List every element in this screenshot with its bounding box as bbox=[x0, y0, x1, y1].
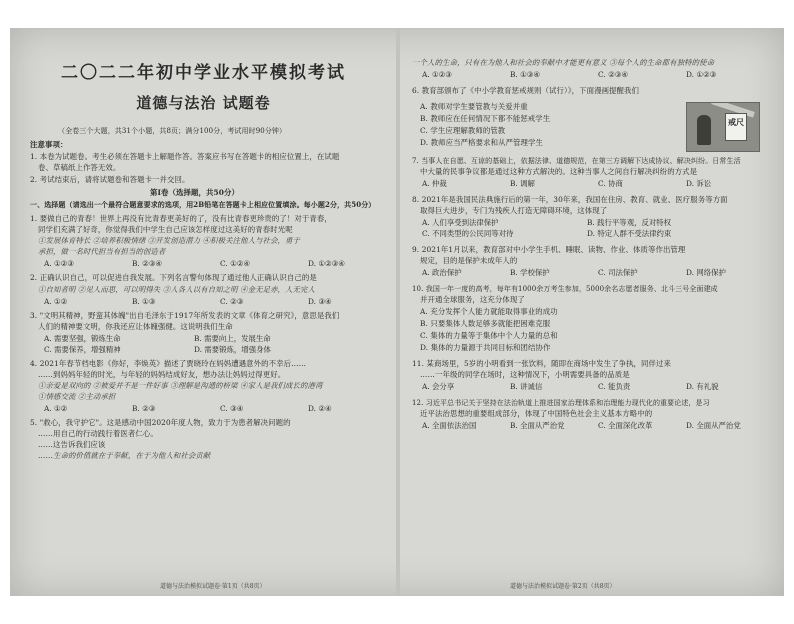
q1-option-c[interactable]: C. ①②④ bbox=[220, 259, 250, 268]
q7-stem-a: 7. 当事人在自愿、互谅的基础上，依据法律、道德规范，在第三方调解下达成协议、解决纠纷。日常生活 bbox=[412, 157, 741, 165]
exam-info: （全卷三个大题，共31个小题，共8页；满分100分，考试用时90分钟） bbox=[58, 127, 287, 135]
cartoon-label: 戒尺 bbox=[728, 117, 744, 127]
q12-options bbox=[422, 421, 774, 431]
exam-title: 二〇二二年初中学业水平模拟考试 bbox=[61, 63, 346, 83]
q9-options bbox=[422, 268, 774, 278]
q2-stem: 2. 正确认识自己，可以促进自我发展。下列名言警句体现了通过他人正确认识自己的是 bbox=[30, 273, 317, 282]
q11-options bbox=[422, 382, 774, 392]
notice-title: 注意事项： bbox=[30, 140, 68, 149]
q5-stem-a: 5. "救心，我守护它"。这是感动中国2020年度人物，致力于为患者解决问题的 bbox=[30, 418, 291, 427]
q5-stem-c: ……这告诉我们应该 bbox=[38, 440, 106, 449]
q6-option-d[interactable]: D. 教师应当严格要求和从严管理学生 bbox=[420, 138, 544, 147]
q11-option-d[interactable]: D. 有礼貌 bbox=[686, 382, 719, 391]
q3-option-c[interactable]: C. 需要保养，增强精神 bbox=[44, 345, 121, 354]
q8-stem-a: 8. 2021年是我国民法典施行后的第一年，30年来，我国在住房、教育、就业、医疗服务等方面 bbox=[412, 195, 728, 204]
notice-1b: 卷、草稿纸上作答无效。 bbox=[38, 163, 121, 172]
q10-stem-b: 并开通全球服务，这充分体现了 bbox=[420, 295, 525, 304]
q1-choices-a: ①发展体育特长 ②培养积极情绪 ③开发创造潜力 ④积极关注他人与社会，勇于 bbox=[38, 236, 301, 245]
q8-option-b[interactable]: B. 践行平等观，反对特权 bbox=[587, 218, 672, 227]
q6-option-b[interactable]: B. 教师应在任何情况下都不能惩戒学生 bbox=[420, 114, 551, 123]
q9-stem-b: 规定，目的是保护未成年人的 bbox=[420, 256, 518, 265]
page-left bbox=[10, 28, 397, 596]
part1-title: 第Ⅰ卷（选择题，共50分） bbox=[150, 188, 239, 197]
q8-option-c[interactable]: C. 不同类型的公民同等对待 bbox=[422, 229, 514, 238]
q8-option-a[interactable]: A. 人们享受到法律保护 bbox=[422, 218, 499, 227]
q9-option-b[interactable]: B. 学校保护 bbox=[510, 268, 550, 277]
q12-option-d[interactable]: D. 全面从严治党 bbox=[686, 421, 741, 430]
q4-stem-b: ……到妈妈年轻的时光，与年轻的妈妈结成好友，想办法让妈妈过得更好。 bbox=[38, 370, 286, 379]
q9-stem-a: 9. 2021年1月以来，教育部对中小学生手机、睡眠、读物、作业、体质等作出管理 bbox=[412, 245, 686, 254]
q8-stem-b: 取得巨大进步，专门为残疾人打造无障碍环境，这体现了 bbox=[420, 206, 608, 215]
q4-option-a[interactable]: A. ①② bbox=[44, 404, 68, 413]
q11-stem-b: ……一年级的同学在场时，这种情况下，小明需要具备的品质是 bbox=[420, 370, 630, 379]
q7-option-d[interactable]: D. 诉讼 bbox=[686, 179, 712, 188]
q7-option-c[interactable]: C. 协商 bbox=[598, 179, 623, 188]
q1-options bbox=[44, 259, 396, 269]
q2-options bbox=[44, 297, 396, 307]
page-right bbox=[400, 28, 784, 596]
figure-shape bbox=[697, 115, 711, 145]
q4-options bbox=[44, 404, 396, 414]
q12-option-a[interactable]: A. 全面依法治国 bbox=[422, 421, 477, 430]
q8-option-d[interactable]: D. 特定人群不受法律约束 bbox=[587, 229, 672, 238]
q9-option-c[interactable]: C. 司法保护 bbox=[598, 268, 638, 277]
q1-option-d[interactable]: D. ①②③④ bbox=[308, 259, 345, 268]
q11-stem-a: 11. 某商场里，5岁的小明看到一张饮料，随即在商场中发生了争执，同伴过来 bbox=[412, 359, 672, 368]
q9-option-d[interactable]: D. 网络保护 bbox=[686, 268, 726, 277]
q7-option-a[interactable]: A. 仲裁 bbox=[422, 179, 447, 188]
q12-option-b[interactable]: B. 全面从严治党 bbox=[510, 421, 565, 430]
q7-options bbox=[422, 179, 774, 189]
q6-cartoon-image bbox=[686, 102, 760, 152]
q1-option-b[interactable]: B. ②③④ bbox=[132, 259, 163, 268]
q3-option-b[interactable]: B. 需要向上，发展生命 bbox=[194, 334, 271, 343]
q5-options bbox=[422, 70, 774, 80]
q5-option-c[interactable]: C. ②③④ bbox=[598, 70, 628, 79]
q4-choices-a: ①亲爱是双向的 ②被爱并不是一件好事 ③理解是沟通的桥梁 ④家人是我们成长的港湾 bbox=[38, 381, 323, 390]
q3-option-d[interactable]: D. 需要锻炼，增强身体 bbox=[194, 345, 271, 354]
q2-option-c[interactable]: C. ②③ bbox=[220, 297, 244, 306]
q3-options-row2 bbox=[44, 345, 282, 355]
q6-stem: 6. 教育部颁布了《中小学教育惩戒规则（试行）》，下面漫画提醒我们 bbox=[412, 86, 640, 95]
q11-option-c[interactable]: C. 能负责 bbox=[598, 382, 631, 391]
q1-stem-a: 1. 要做自己的青春！世界上再没有比青春更美好的了，没有比青春更珍贵的了！对于青春， bbox=[30, 214, 332, 223]
q8-options-row2 bbox=[422, 229, 675, 239]
q2-choices: ①自知者明 ②见人而思，可以明得失 ③人各人以有自知之明 ④金无足赤，人无完人 bbox=[38, 285, 316, 294]
q11-option-a[interactable]: A. 会分享 bbox=[422, 382, 455, 391]
q8-options-row1 bbox=[422, 218, 675, 228]
q5-option-a[interactable]: A. ①②③ bbox=[422, 70, 452, 79]
q4-stem-a: 4. 2021年春节档电影《你好，李焕英》描述了贾晓玲在妈妈遭遇意外的不幸后…… bbox=[30, 359, 307, 368]
notice-2: 2. 考试结束后，请将试题卷和答题卡一并交回。 bbox=[30, 175, 190, 184]
q3-stem-b: 人们的精神要文明，你我还应让体魄强健。这说明我们生命 bbox=[38, 322, 233, 331]
q2-option-a[interactable]: A. ①② bbox=[44, 297, 68, 306]
q11-option-b[interactable]: B. 讲诚信 bbox=[510, 382, 543, 391]
section1-instruction: 一、选择题（请选出一个最符合题意要求的选项，用2B铅笔在答题卡上相应位置填涂。每小题2分，共50分） bbox=[30, 200, 376, 209]
q2-option-d[interactable]: D. ③④ bbox=[308, 297, 332, 306]
q10-option-d[interactable]: D. 集体的力量源于共同目标和团结协作 bbox=[420, 343, 551, 352]
q12-stem-a: 12. 习近平总书记关于坚持在法治轨道上推进国家治理体系和治理能力现代化的重要论述，是习 bbox=[412, 399, 710, 407]
q1-choices-b: 承担，做一名时代担当有担当的创造者 bbox=[38, 247, 166, 256]
q2-option-b[interactable]: B. ①③ bbox=[132, 297, 156, 306]
subject-title: 道德与法治 试题卷 bbox=[136, 94, 271, 112]
q12-option-c[interactable]: C. 全面深化改革 bbox=[598, 421, 653, 430]
page-footer-right: 道德与法治模拟试题卷·第2页（共8页） bbox=[510, 583, 616, 590]
q6-option-c[interactable]: C. 学生应理解教师的管教 bbox=[420, 126, 506, 135]
q3-options-row1 bbox=[44, 334, 282, 344]
q9-option-a[interactable]: A. 政治保护 bbox=[422, 268, 462, 277]
q1-option-a[interactable]: A. ①②③ bbox=[44, 259, 74, 268]
q7-option-b[interactable]: B. 调解 bbox=[510, 179, 535, 188]
notice-1a: 1. 本卷为试题卷。考生必须在答题卡上解题作答。答案应书写在答题卡的相应位置上，在试题 bbox=[30, 152, 340, 161]
q10-option-c[interactable]: C. 集体的力量等于集体中个人力量的总和 bbox=[420, 331, 558, 340]
q5-choices: ……生命的价值就在于奉献，在于为他人和社会贡献 bbox=[38, 451, 211, 460]
q4-choices-b: ①情感交流 ②主动承担 bbox=[38, 392, 116, 401]
q4-option-c[interactable]: C. ③④ bbox=[220, 404, 244, 413]
q4-option-b[interactable]: B. ②③ bbox=[132, 404, 156, 413]
q5-option-d[interactable]: D. ①②③ bbox=[686, 70, 717, 79]
q10-stem-a: 10. 我国一年一度的高考，每年有1000余万考生参加，5000余名志愿者服务、北斗三号全面建成 bbox=[412, 285, 718, 293]
q3-option-a[interactable]: A. 需要坚强，锻炼生命 bbox=[44, 334, 121, 343]
q12-stem-b: 近平法治思想的重要组成部分，体现了中国特色社会主义基本方略中的 bbox=[420, 409, 653, 418]
q5-stem-b: ……用自己的行动践行着医者仁心。 bbox=[38, 429, 158, 438]
q4-option-d[interactable]: D. ②④ bbox=[308, 404, 332, 413]
page-footer-left: 道德与法治模拟试题卷·第1页（共8页） bbox=[160, 583, 266, 590]
q5-choices-cont: 一个人的生命，只有在为他人和社会的奉献中才能更有意义 ③每个人的生命都有独特的使命 bbox=[412, 58, 715, 67]
q10-option-a[interactable]: A. 充分发挥个人能力就能取得事业的成功 bbox=[420, 307, 558, 316]
q10-option-b[interactable]: B. 只要集体人数足够多就能把困难克服 bbox=[420, 319, 551, 328]
exam-sheet bbox=[10, 28, 784, 596]
q3-stem-a: 3. "文明其精神，野蛮其体魄"出自毛泽东于1917年所发表的文章《体育之研究》，意思是我们 bbox=[30, 311, 340, 320]
q5-option-b[interactable]: B. ①③④ bbox=[510, 70, 541, 79]
q1-stem-b: 同学们充满了好奇，你觉得我们中学生自己应该怎样度过这美好的青春时光呢 bbox=[38, 225, 293, 234]
q6-option-a[interactable]: A. 教师对学生要管教与关爱并重 bbox=[420, 102, 528, 111]
q7-stem-b: 中大量的民事争议都是通过这种方式解决的。这种当事人之间自行解决纠纷的方式是 bbox=[420, 167, 698, 176]
